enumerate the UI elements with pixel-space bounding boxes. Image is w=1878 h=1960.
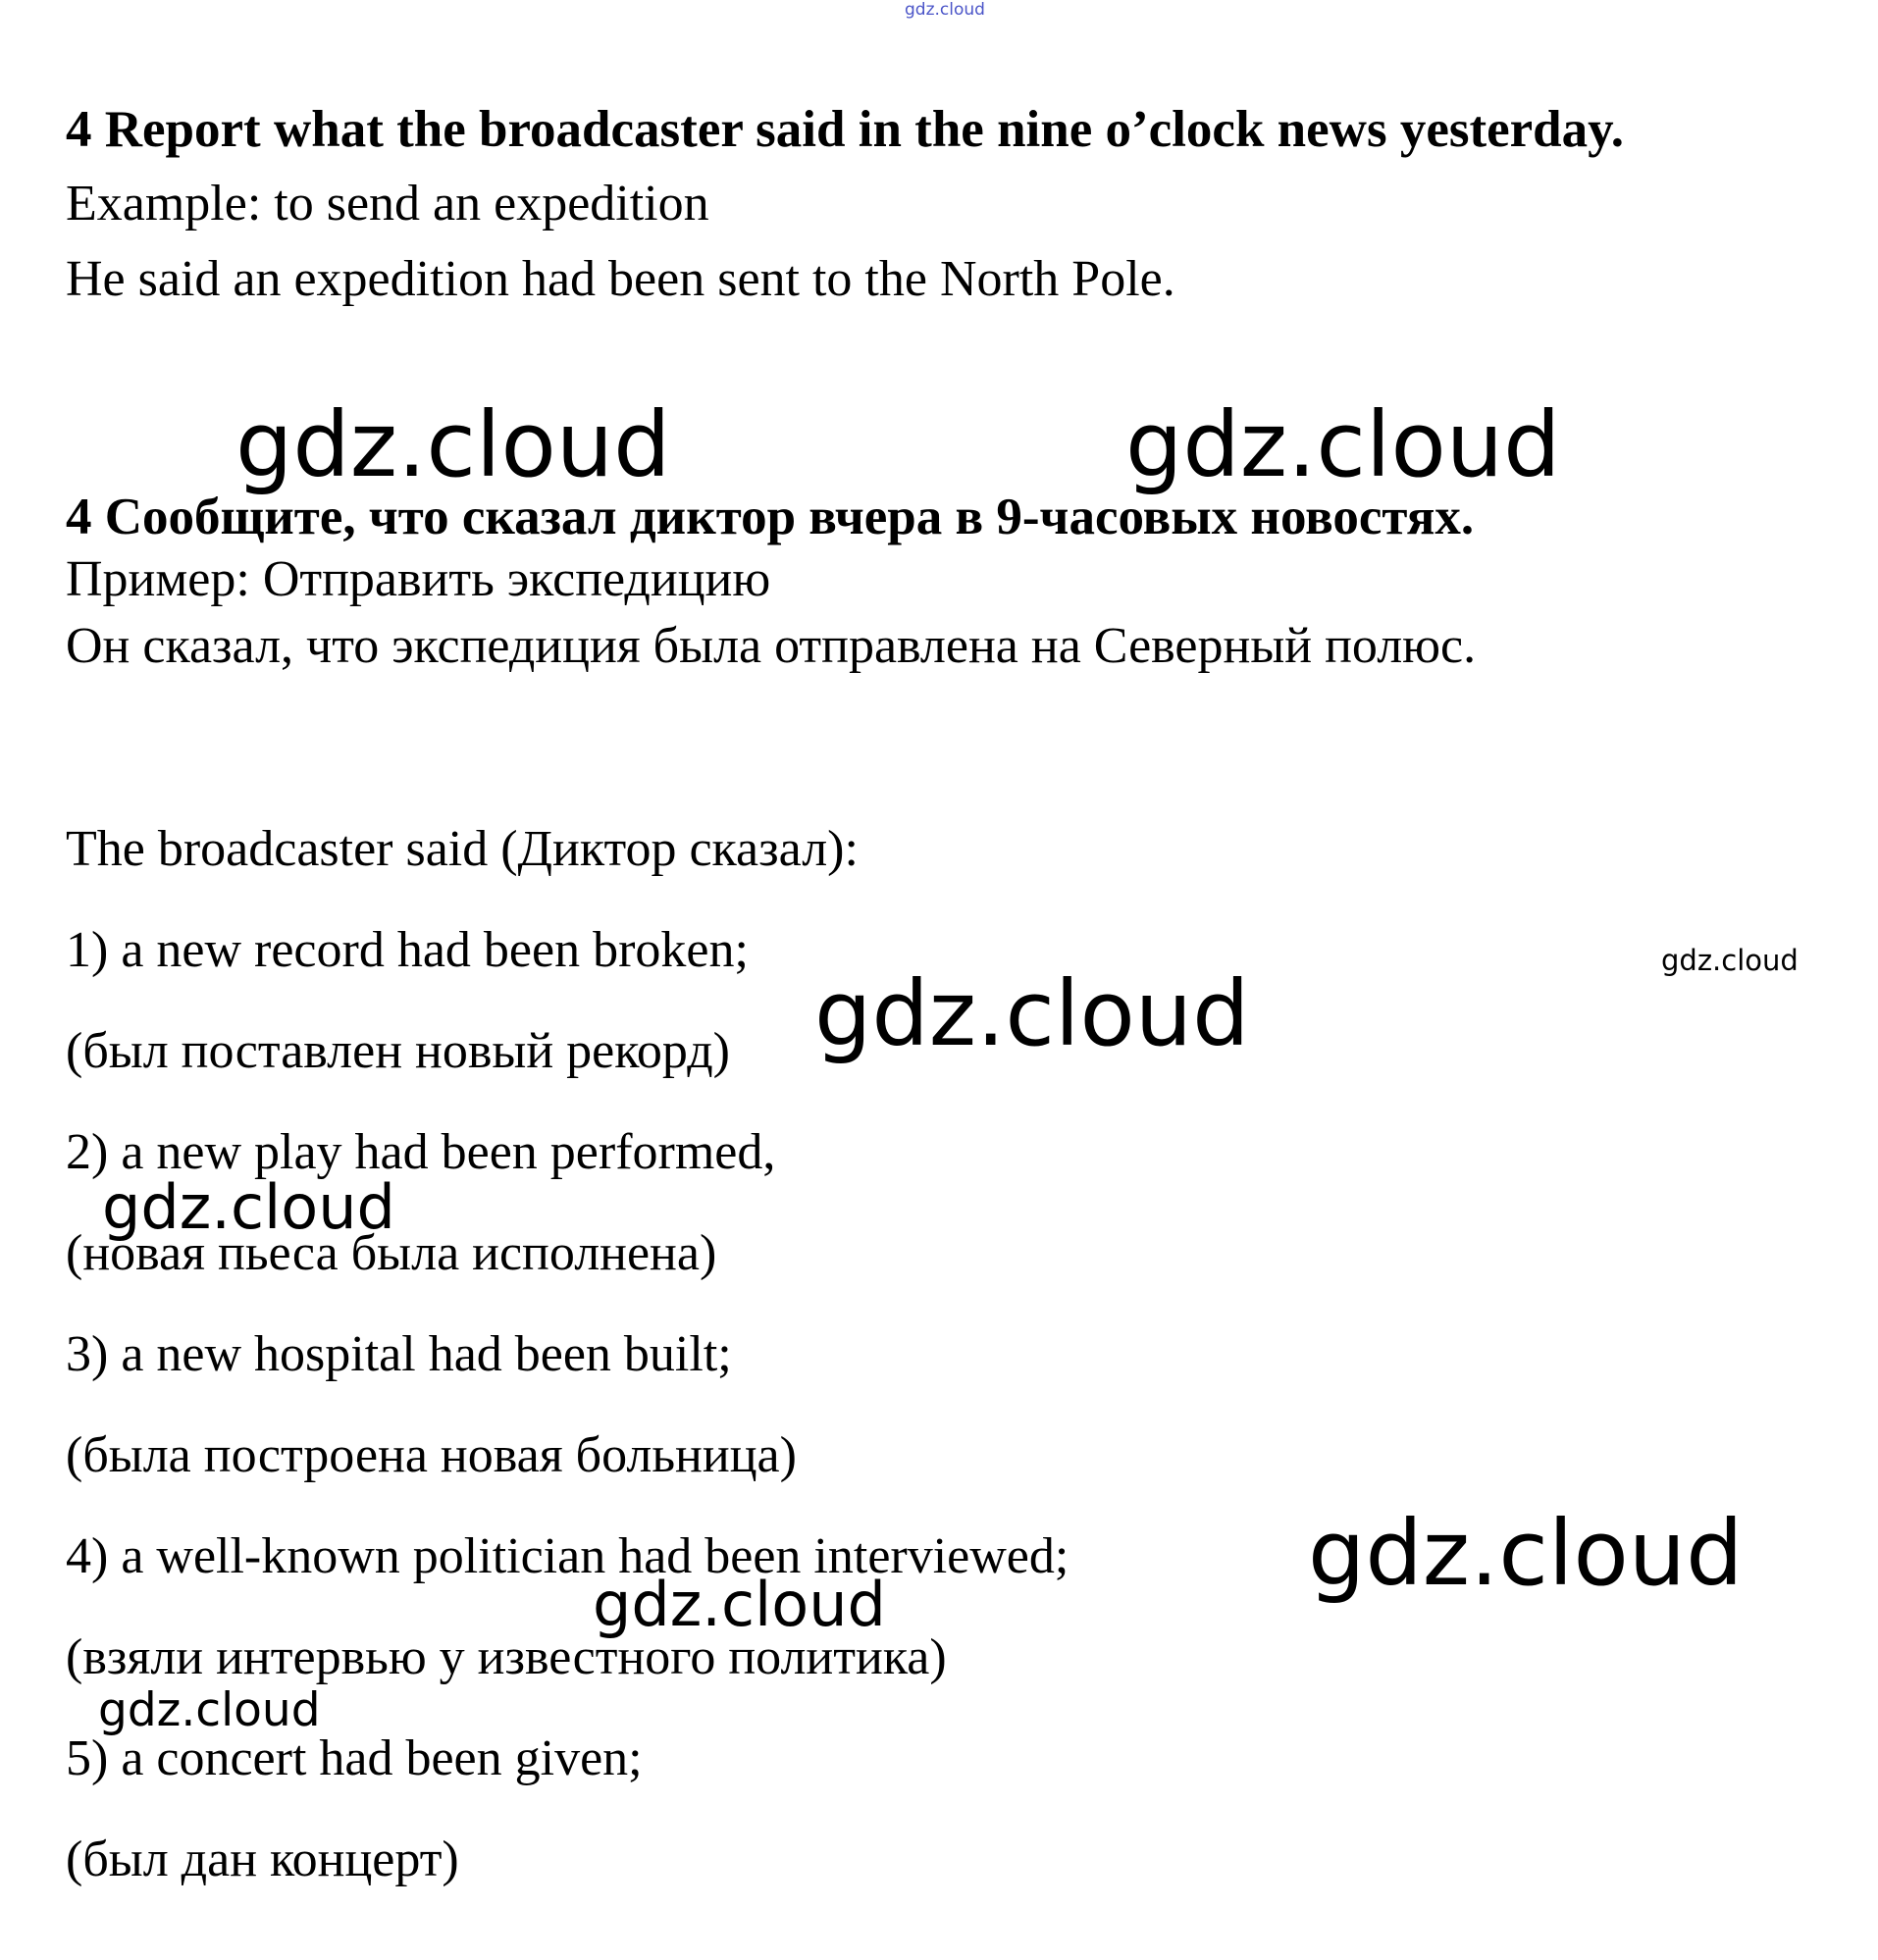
answer-item-3-en: 3) a new hospital had been built;	[66, 1326, 732, 1382]
answer-item-5-ru: (был дан концерт)	[66, 1831, 459, 1887]
watermark-small-right: gdz.cloud	[1661, 944, 1799, 977]
answer-item-2-en: 2) a new play had been performed,	[66, 1124, 776, 1180]
answer-item-1-ru: (был поставлен новый рекорд)	[66, 1023, 730, 1079]
answer-item-4-en: 4) a well-known politician had been interviewed;	[66, 1528, 1069, 1584]
answer-item-5-en: 5) a concert had been given;	[66, 1730, 643, 1786]
watermark-medium-left: gdz.cloud	[102, 1171, 395, 1243]
example-label-en: Example: to send an expedition	[66, 176, 709, 232]
answer-item-4-ru: (взяли интервью у известного политика)	[66, 1629, 947, 1685]
watermark-large-lower-right: gdz.cloud	[1308, 1501, 1744, 1606]
example-answer-en: He said an expedition had been sent to the North Pole.	[66, 251, 1175, 307]
answer-intro: The broadcaster said (Диктор сказал):	[66, 821, 859, 877]
watermark-top: gdz.cloud	[905, 0, 985, 20]
watermark-large-right: gdz.cloud	[1125, 392, 1561, 497]
answer-item-3-ru: (была построена новая больница)	[66, 1427, 797, 1483]
task-heading-ru: 4 Сообщите, что сказал диктор вчера в 9-часовых новостях.	[66, 489, 1475, 545]
watermark-medium-lower-left: gdz.cloud	[98, 1683, 321, 1737]
watermark-medium-center: gdz.cloud	[593, 1569, 886, 1640]
answer-item-1-en: 1) a new record had been broken;	[66, 922, 749, 978]
task-heading-en: 4 Report what the broadcaster said in the nine o’clock news yesterday.	[66, 101, 1624, 158]
example-answer-ru: Он сказал, что экспедиция была отправлена на Северный полюс.	[66, 618, 1477, 674]
example-label-ru: Пример: Отправить экспедицию	[66, 551, 771, 607]
answer-item-2-ru: (новая пьеса была исполнена)	[66, 1225, 717, 1281]
watermark-large-center: gdz.cloud	[814, 961, 1250, 1066]
watermark-large-left: gdz.cloud	[235, 392, 671, 497]
